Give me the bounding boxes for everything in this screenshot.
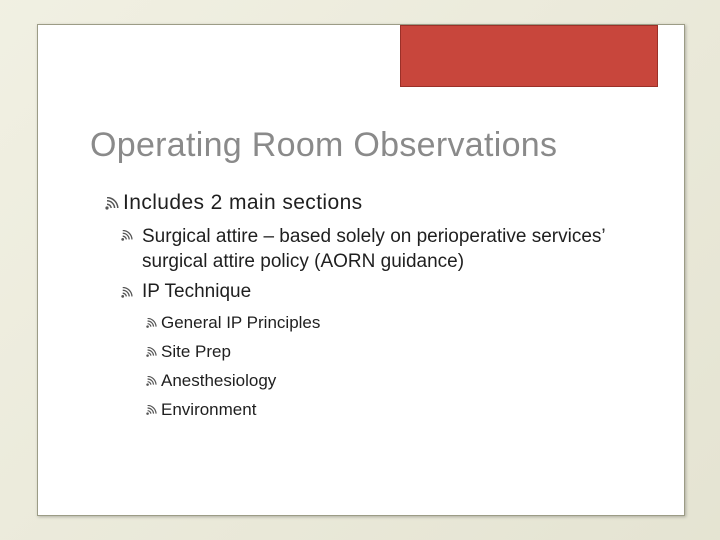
accent-bar	[400, 25, 658, 87]
bullet-text: Site Prep	[161, 342, 231, 361]
bullet-text: General IP Principles	[161, 313, 321, 332]
wifi-signal-icon	[120, 287, 134, 299]
bullet-ip-technique	[120, 281, 251, 303]
bullet-site-prep	[145, 342, 231, 362]
bullet-text: IP Technique	[142, 281, 252, 302]
bullet-text: Includes 2 main sections	[123, 191, 363, 214]
bullet-anesthesiology	[145, 371, 276, 391]
slide-title: Operating Room Observations	[90, 126, 558, 164]
bullet-text: Anesthesiology	[161, 371, 277, 390]
wifi-signal-icon	[145, 376, 158, 387]
wifi-signal-icon	[145, 318, 158, 329]
wifi-signal-icon	[145, 405, 158, 416]
bullet-text: Environment	[161, 400, 257, 419]
bullet-environment	[145, 400, 256, 420]
bullet-text: Surgical attire – based solely on perioperative services’ surgical attire policy (AORN guidance)	[142, 226, 605, 272]
bullet-surgical-attire	[120, 224, 620, 274]
wifi-signal-icon	[104, 197, 120, 211]
wifi-signal-icon	[120, 230, 134, 242]
slide-page	[37, 24, 685, 516]
bullet-includes	[104, 191, 363, 215]
wifi-signal-icon	[145, 347, 158, 358]
bullet-general-ip-principles	[145, 313, 320, 333]
